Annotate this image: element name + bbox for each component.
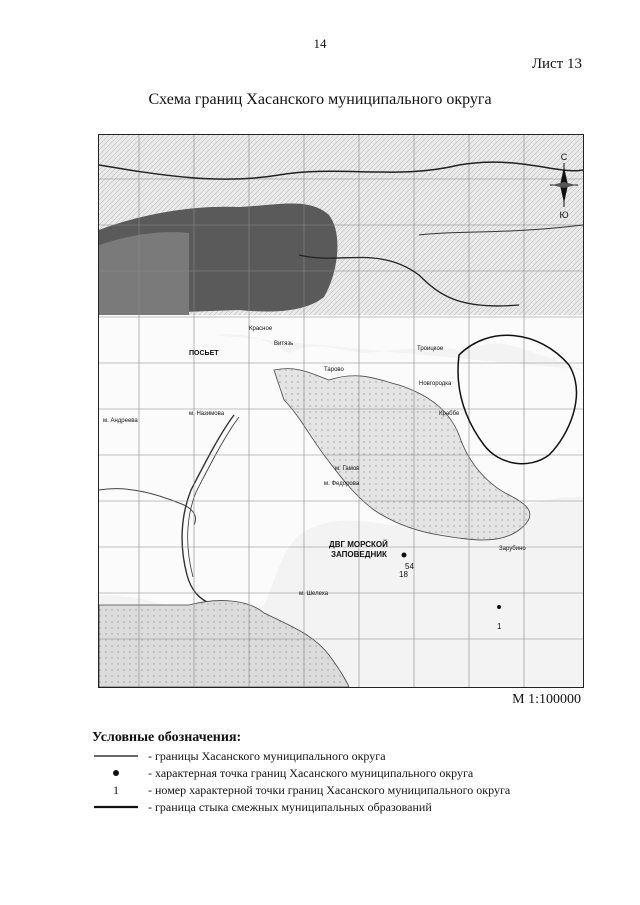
map-svg [99,135,583,687]
compass-north-label: С [560,152,568,162]
label-novgorodka: Новгородка [419,381,452,387]
legend-text-boundary: - границы Хасанского муниципального округа [148,749,386,763]
label-point-54: 54 [405,562,414,571]
legend-text-point: - характерная точка границ Хасанского муниципального округа [148,766,474,780]
label-vitalina: Витязь [274,341,294,347]
label-cape-andreeva: м. Андреева [103,418,138,424]
legend-line-symbol [92,748,140,764]
sandbar-spit [182,415,234,605]
label-krabbe: Краббе [439,411,460,417]
label-krasnoe: Красное [249,326,273,332]
legend-title: Условные обозначения: [92,730,242,745]
label-shelekh: м. Шелеха [299,591,329,597]
label-gamov: м. Гамов [335,466,360,472]
label-poset: ПОСЬЕТ [189,350,219,357]
sheet-label: Лист 13 [531,56,582,72]
label-tropin: Троицкое [417,346,444,352]
label-fedorov: м. Федорова [324,481,360,487]
map-frame [98,134,584,688]
map-scale: М 1:100000 [512,692,581,707]
label-point-18: 18 [399,570,408,579]
label-reserve-line1: ДВГ МОРСКОЙ [329,540,388,549]
boundary-point [402,553,407,558]
legend-item-junction [92,799,572,815]
label-nazimov: м. Назимова [189,411,225,417]
label-zarubino: Зарубино [499,546,526,552]
legend-item-boundary [92,748,572,764]
compass-south-label: Ю [559,210,569,220]
legend-dot-symbol [92,765,140,781]
legend-text-number: - номер характерной точки границ Хасанского муниципального округа [148,783,511,797]
label-point-1: 1 [497,622,502,631]
legend-text-junction: - граница стыка смежных муниципальных образований [148,800,432,814]
legend-item-number [92,782,572,798]
legend-thick-line-symbol [92,799,140,815]
page-number: 14 [313,36,327,51]
map-title: Схема границ Хасанского муниципального округа [148,91,492,108]
label-tarovo: Тарово [324,367,344,373]
label-reserve-line2: ЗАПОВЕДНИК [331,550,387,559]
legend-item-point [92,765,572,781]
legend-number-symbol: 1 [113,783,119,797]
